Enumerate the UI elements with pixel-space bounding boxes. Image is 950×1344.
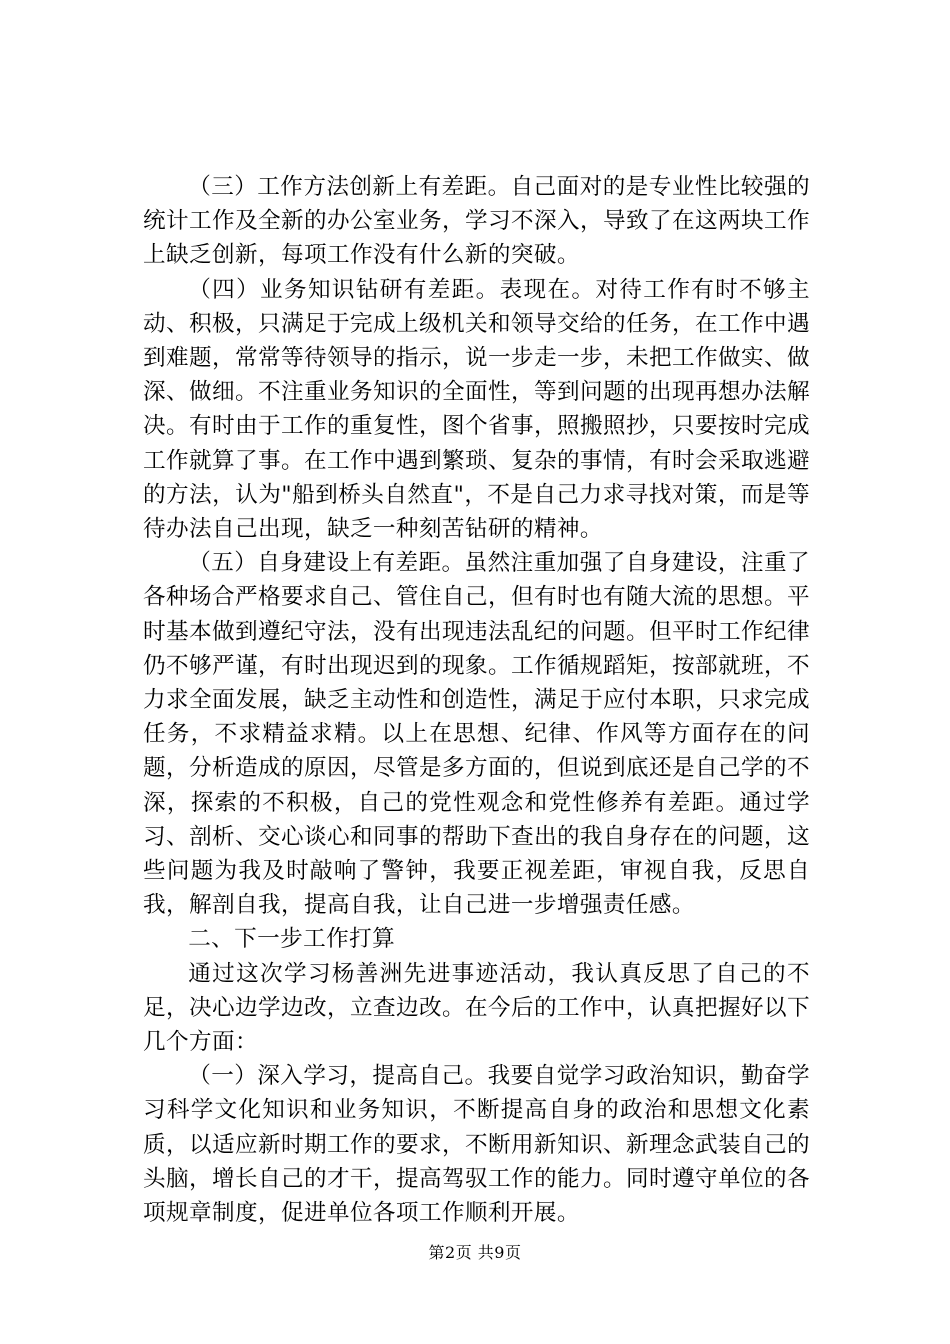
paragraph-deep-study: （一）深入学习，提高自己。我要自觉学习政治知识，勤奋学习科学文化知识和业务知识，不断提高自身的政治和思想文化素质，以适应新时期工作的要求，不断用新知识、新理念武装自己的头脑，增长自己的才干，提高驾驭工作的能力。同时遵守单位的各项规章制度，促进单位各项工作顺利开展。 [143,1063,810,1227]
page-footer: 第2页 共9页 [428,1243,522,1262]
document-body [143,170,810,1230]
paragraph-method-innovation-gap: （三）工作方法创新上有差距。自己面对的是专业性比较强的统计工作及全新的办公室业务，学习不深入，导致了在这两块工作上缺乏创新，每项工作没有什么新的突破。 [143,174,810,269]
section-heading-next-steps: 二、下一步工作打算 [188,926,396,953]
paragraph-business-knowledge-gap: （四）业务知识钻研有差距。表现在。对待工作有时不够主动、积极，只满足于完成上级机关和领导交给的任务，在工作中遇到难题，常常等待领导的指示，说一步走一步，未把工作做实、做深、做细。不注重业务知识的全面性，等到问题的出现再想办法解决。有时由于工作的重复性，图个省事，照搬照抄，只要按时完成工作就算了事。在工作中遇到繁琐、复杂的事情，有时会采取逃避的方法，认为"船到桥头自然直"，不是自己力求寻找对策，而是等待办法自己出现，缺乏一种刻苦钻研的精神。 [143,276,810,543]
paragraph-self-construction-gap: （五）自身建设上有差距。虽然注重加强了自身建设，注重了各种场合严格要求自己、管住自己，但有时也有随大流的思想。平时基本做到遵纪守法，没有出现违法乱纪的问题。但平时工作纪律仍不够严谨，有时出现迟到的现象。工作循规蹈矩，按部就班，不力求全面发展，缺乏主动性和创造性，满足于应付本职，只求完成任务，不求精益求精。以上在思想、纪律、作风等方面存在的问题，分析造成的原因，尽管是多方面的，但说到底还是自己学的不深，探索的不积极，自己的党性观念和党性修养有差距。通过学习、剖析、交心谈心和同事的帮助下查出的我自身存在的问题，这些问题为我及时敲响了警钟，我要正视差距，审视自我，反思自我，解剖自我，提高自我，让自己进一步增强责任感。 [143,550,810,919]
paragraph-reflection-intro: 通过这次学习杨善洲先进事迹活动，我认真反思了自己的不足，决心边学边改，立查边改。在今后的工作中，认真把握好以下几个方面： [143,960,810,1056]
